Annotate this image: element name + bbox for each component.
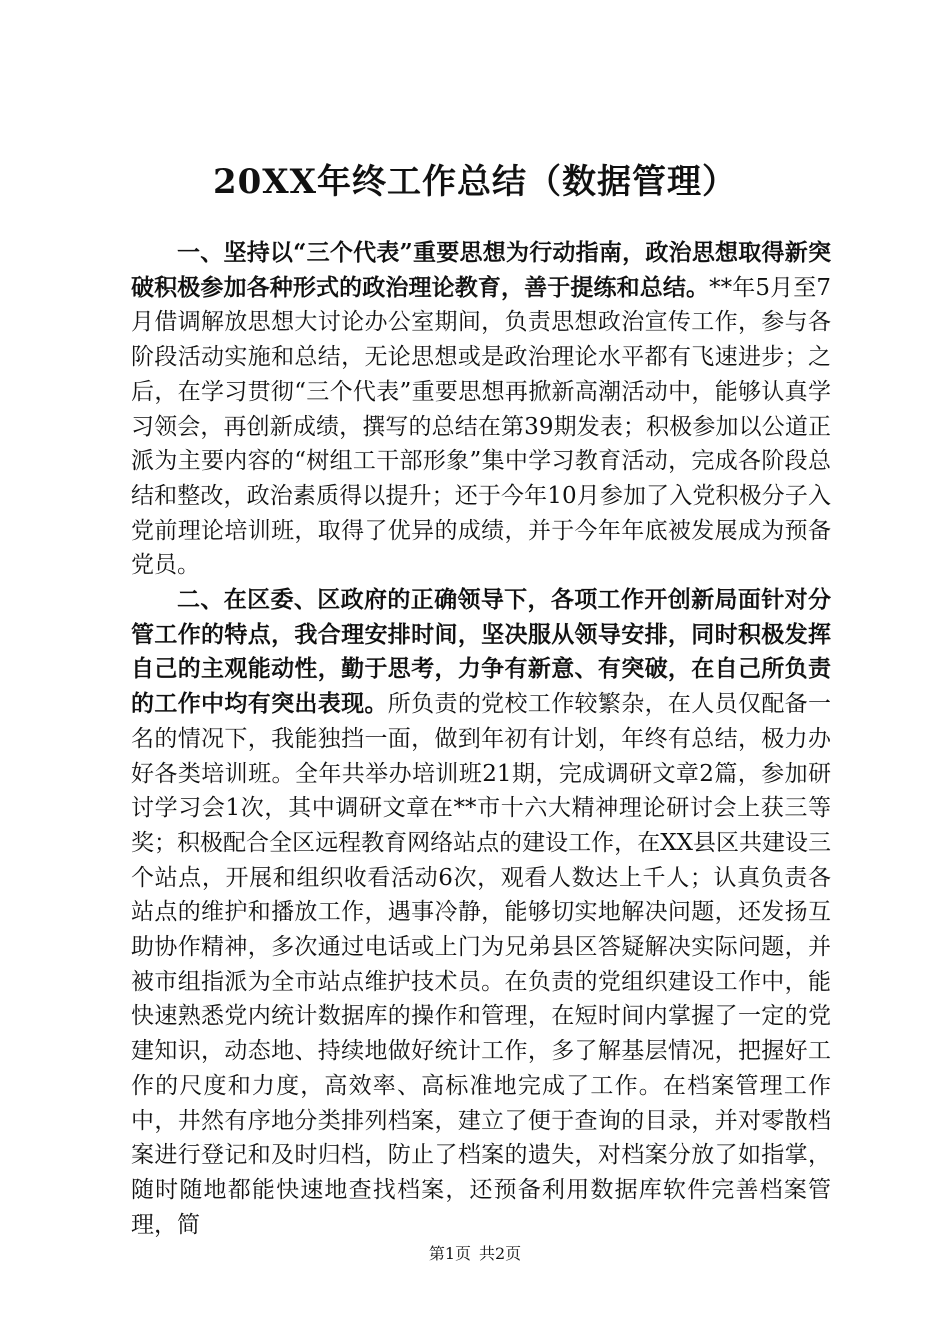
paragraph-1-text: **年5月至7月借调解放思想大讨论办公室期间，负责思想政治宣传工作，参与各阶段活动实施和总结，无论思想或是政治理论水平都有飞速进步；之后，在学习贯彻“三个代表”重要思想再掀新高潮活动中，能够认真学习领会，再创新成绩，撰写的总结在第39期发表；积极参加以公道正派为主要内容的“树组工干部形象”集中学习教育活动，完成各阶段总结和整改，政治素质得以提升；还于今年10月参加了入党积极分子入党前理论培训班，取得了优异的成绩，并于今年年底被发展成为预备党员。 <box>131 274 831 579</box>
document-body <box>131 236 831 1242</box>
paragraph-2-text: 所负责的党校工作较繁杂，在人员仅配备一名的情况下，我能独挡一面，做到年初有计划，年终有总结，极力办好各类培训班。全年共举办培训班21期，完成调研文章2篇，参加研讨学习会1次，其中调研文章在**市十六大精神理论研讨会上获三等奖；积极配合全区远程教育网络站点的建设工作，在XX县区共建设三个站点，开展和组织收看活动6次，观看人数达上千人；认真负责各站点的维护和播放工作，遇事冷静，能够切实地解决问题，还发扬互助协作精神，多次通过电话或上门为兄弟县区答疑解决实际问题，并被市组指派为全市站点维护技术员。在负责的党组织建设工作中，能快速熟悉党内统计数据库的操作和管理，在短时间内掌握了一定的党建知识，动态地、持续地做好统计工作，多了解基层情况，把握好工作的尺度和力度，高效率、高标准地完成了工作。在档案管理工作中，井然有序地分类排列档案，建立了便于查询的目录，并对零散档案进行登记和及时归档，防止了档案的遗失，对档案分放了如指掌，随时随地都能快速地查找档案，还预备利用数据库软件完善档案管理，简 <box>131 691 832 1238</box>
paragraph-1-lead: 一、坚持以“三个代表”重要思想为行动指南，政治思想取得新突破积极参加各种形式的政治理论教育，善于提练和总结。 <box>131 239 831 301</box>
page-footer <box>0 1244 950 1264</box>
page-total: 共2页 <box>479 1244 522 1263</box>
paragraph-2-lead: 二、在区委、区政府的正确领导下，各项工作开创新局面针对分管工作的特点，我合理安排时间，坚决服从领导安排，同时积极发挥自己的主观能动性，勤于思考，力争有新意、有突破，在自己所负责的工作中均有突出表现。 <box>131 586 831 718</box>
page-number: 第1页 <box>428 1244 471 1263</box>
paragraph-1 <box>131 236 831 583</box>
paragraph-2 <box>131 583 831 1242</box>
document-title: 20XX年终工作总结（数据管理） <box>212 162 738 202</box>
